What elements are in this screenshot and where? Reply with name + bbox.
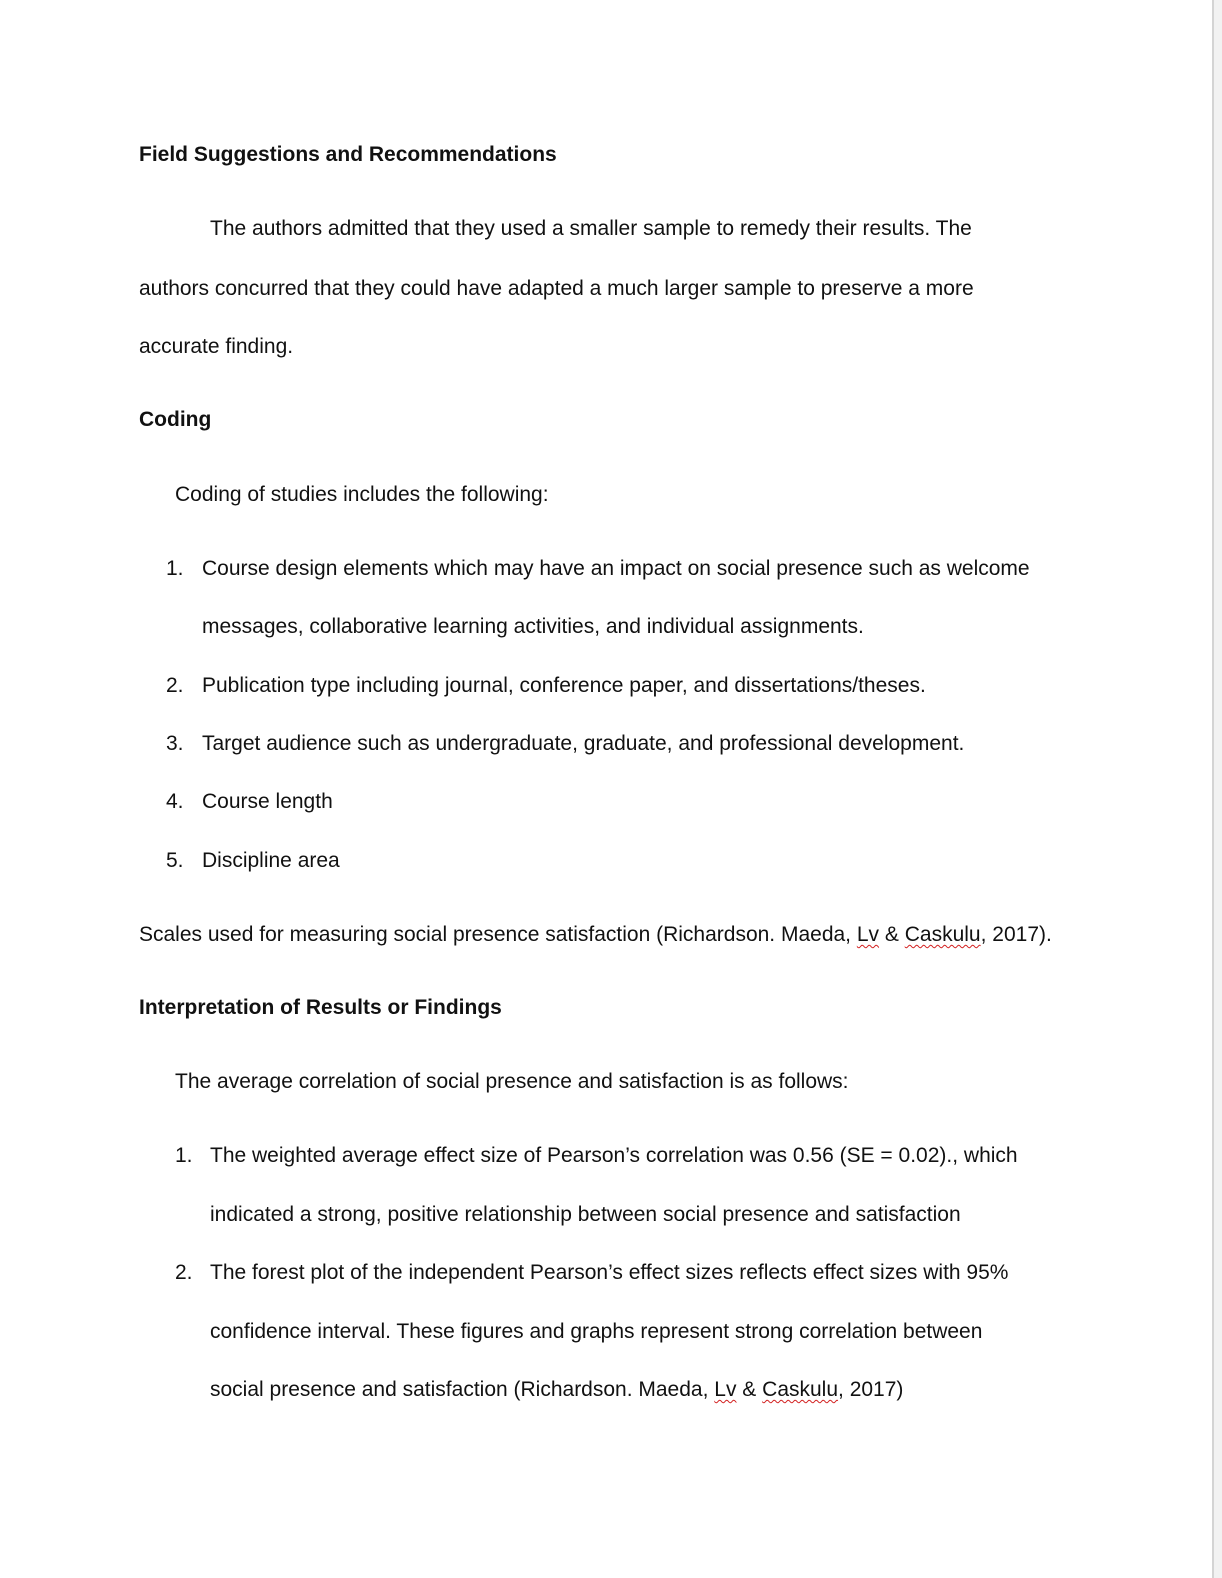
heading-coding: Coding [139, 408, 212, 431]
heading-interpretation: Interpretation of Results or Findings [139, 996, 502, 1019]
list-number: 1. [166, 557, 184, 580]
paragraph-line: accurate finding. [139, 335, 294, 358]
list-number: 2. [166, 674, 184, 697]
paragraph-line: authors concurred that they could have adapted a much larger sample to preserve a more [139, 277, 974, 300]
list-number: 3. [166, 732, 184, 755]
spelling-flag: Caskulu [762, 1378, 839, 1401]
text-run: , 2017) [838, 1378, 904, 1401]
text-run: social presence and satisfaction (Richardson. Maeda, [210, 1378, 715, 1401]
list-item: Course design elements which may have an impact on social presence such as welcome [202, 557, 1030, 580]
interpretation-intro: The average correlation of social presence and satisfaction is as follows: [175, 1070, 849, 1093]
list-number: 4. [166, 790, 184, 813]
list-item: The weighted average effect size of Pearson’s correlation was 0.56 (SE = 0.02)., which [210, 1144, 1018, 1167]
page-edge [1214, 0, 1222, 1578]
list-item-continuation: indicated a strong, positive relationship between social presence and satisfaction [210, 1203, 961, 1226]
list-item: Target audience such as undergraduate, graduate, and professional development. [202, 732, 965, 755]
list-item-continuation: confidence interval. These figures and graphs represent strong correlation between [210, 1320, 983, 1343]
coding-intro: Coding of studies includes the following: [175, 483, 549, 506]
list-number: 5. [166, 849, 184, 872]
text-run: , 2017). [980, 923, 1052, 946]
heading-field-suggestions: Field Suggestions and Recommendations [139, 143, 557, 166]
list-number: 2. [175, 1261, 193, 1284]
list-item-continuation [210, 1377, 903, 1403]
list-item: The forest plot of the independent Pearson’s effect sizes reflects effect sizes with 95% [210, 1261, 1009, 1284]
spelling-flag: Lv [714, 1378, 737, 1401]
scales-sentence [139, 922, 1052, 948]
list-item: Discipline area [202, 849, 340, 872]
list-item: Course length [202, 790, 333, 813]
spelling-flag: Lv [856, 923, 880, 946]
list-number: 1. [175, 1144, 193, 1167]
text-run: & [736, 1378, 763, 1401]
text-run: Scales used for measuring social presence satisfaction (Richardson. Maeda, [139, 923, 857, 946]
spelling-flag: Caskulu [904, 923, 981, 946]
text-run: & [879, 923, 905, 946]
list-item: Publication type including journal, conference paper, and dissertations/theses. [202, 674, 926, 697]
paragraph-line: The authors admitted that they used a smaller sample to remedy their results. The [210, 217, 972, 240]
list-item-continuation: messages, collaborative learning activities, and individual assignments. [202, 615, 864, 638]
